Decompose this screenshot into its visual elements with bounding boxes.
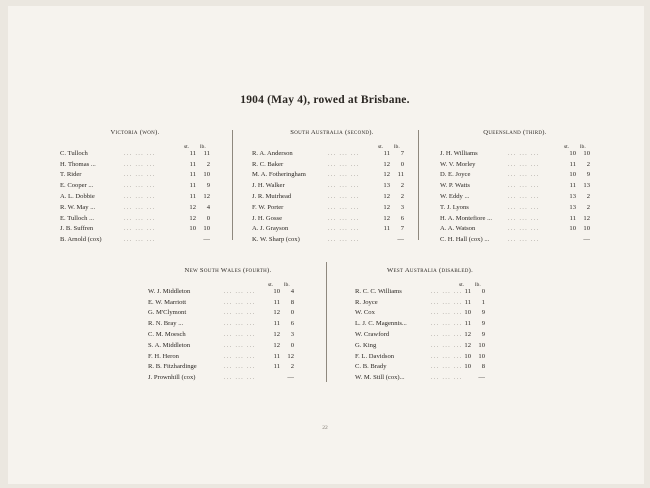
rower-name: R. Joyce — [355, 298, 378, 306]
weight-pound: 9 — [481, 330, 485, 338]
rower-row — [252, 224, 412, 235]
leader-dots: ... ... ... — [508, 237, 540, 244]
weight-pound: 0 — [290, 341, 294, 349]
weight-stone: 10 — [569, 171, 576, 179]
weight-pound: 2 — [400, 192, 404, 200]
stone-header: st. — [459, 281, 465, 288]
rower-row — [60, 160, 210, 171]
weight-header — [252, 139, 412, 149]
weight-stone: 11 — [464, 320, 471, 328]
leader-dots: ... ... ... — [224, 375, 256, 382]
rower-row — [440, 214, 590, 225]
weight-stone: 12 — [383, 214, 390, 222]
weight-pound: 4 — [290, 287, 294, 295]
rower-name: G. King — [355, 341, 377, 349]
rower-row — [355, 362, 505, 373]
weight-pound: 3 — [400, 203, 404, 211]
weight-pound: 11 — [397, 171, 404, 179]
crew-block — [148, 266, 308, 384]
rower-row — [148, 287, 308, 298]
leader-dots: ... ... ... — [431, 364, 463, 371]
weight-pound: 4 — [206, 203, 210, 211]
rower-row — [148, 308, 308, 319]
weight-pound: 2 — [206, 160, 210, 168]
weight-stone: 11 — [273, 320, 280, 328]
leader-dots: ... ... ... — [431, 353, 463, 360]
weight-stone: 11 — [189, 149, 196, 157]
leader-dots: ... ... ... — [328, 204, 360, 211]
leader-dots: ... ... ... — [224, 353, 256, 360]
page-number: 22 — [322, 425, 328, 431]
weight-stone: 11 — [189, 160, 196, 168]
weight-stone: 10 — [189, 225, 196, 233]
stone-header: st. — [184, 143, 190, 150]
weight-pound: 12 — [287, 352, 294, 360]
weight-pound: 2 — [290, 363, 294, 371]
column-divider — [326, 262, 327, 382]
rower-name: R. W. May ... — [60, 203, 96, 211]
rower-name: A. J. Grayson — [252, 225, 289, 233]
rower-name: T. J. Lyons — [440, 203, 469, 211]
rower-name: W. Cox — [355, 309, 375, 317]
rower-name: J. B. Suffren — [60, 225, 94, 233]
weight-stone: 12 — [189, 214, 196, 222]
rower-name: C. H. Hall (cox) ... — [440, 236, 490, 244]
rower-row — [440, 160, 590, 171]
leader-dots: ... ... ... — [328, 226, 360, 233]
rower-row — [252, 160, 412, 171]
rower-row — [355, 341, 505, 352]
weight-stone: 11 — [383, 225, 390, 233]
weight-stone: 10 — [569, 225, 576, 233]
weight-pound: 12 — [203, 192, 210, 200]
crew-name: West Australia (disabled). — [386, 267, 474, 274]
rower-name: G. M'Clymont — [148, 309, 187, 317]
weight-pound: — — [478, 374, 485, 382]
weight-pound: 10 — [203, 171, 210, 179]
column-divider — [418, 130, 419, 240]
stone-header: st. — [268, 281, 274, 288]
leader-dots: ... ... ... — [431, 288, 463, 295]
rower-row — [148, 330, 308, 341]
weight-stone: 12 — [383, 203, 390, 211]
weight-header — [440, 139, 590, 149]
column-divider — [232, 130, 233, 240]
weight-stone: 11 — [383, 149, 390, 157]
rower-name: R. N. Bray ... — [148, 320, 184, 328]
weight-pound: 10 — [583, 225, 590, 233]
leader-dots: ... ... ... — [508, 204, 540, 211]
leader-dots: ... ... ... — [508, 193, 540, 200]
weight-pound: — — [397, 236, 404, 244]
page-title: 1904 (May 4), rowed at Brisbane. — [240, 94, 410, 106]
rower-row — [148, 362, 308, 373]
weight-stone: 12 — [383, 171, 390, 179]
crew-block — [252, 128, 412, 246]
leader-dots: ... ... ... — [124, 215, 156, 222]
weight-stone: 12 — [189, 203, 196, 211]
rower-name: H. A. Montefiore ... — [440, 214, 493, 222]
leader-dots: ... ... ... — [124, 237, 156, 244]
rower-row — [355, 330, 505, 341]
rower-row — [60, 235, 210, 246]
rower-name: A. L. Dobbie — [60, 192, 95, 200]
weight-pound: 2 — [586, 203, 590, 211]
rower-row — [252, 235, 412, 246]
weight-stone: 12 — [464, 330, 471, 338]
weight-pound: 8 — [290, 298, 294, 306]
rower-name: J. H. Walker — [252, 182, 285, 190]
weight-pound: 6 — [400, 214, 404, 222]
crew-block — [440, 128, 590, 246]
leader-dots: ... ... ... — [328, 161, 360, 168]
leader-dots: ... ... ... — [508, 226, 540, 233]
rower-row — [440, 203, 590, 214]
rower-row — [60, 224, 210, 235]
weight-pound: 11 — [203, 149, 210, 157]
weight-pound: — — [203, 236, 210, 244]
weight-pound: 2 — [586, 160, 590, 168]
weight-stone: 12 — [383, 192, 390, 200]
rower-name: W. Crawford — [355, 330, 390, 338]
weight-stone: 11 — [569, 182, 576, 190]
rower-name: J. Prownhill (cox) — [148, 374, 196, 382]
rower-name: R. A. Anderson — [252, 149, 293, 157]
weight-pound: 3 — [290, 330, 294, 338]
pound-header: lb. — [200, 143, 206, 150]
rower-row — [60, 203, 210, 214]
weight-pound: 9 — [481, 320, 485, 328]
rower-row — [148, 373, 308, 384]
stone-header: st. — [564, 143, 570, 150]
rower-name: J. H. Gosse — [252, 214, 283, 222]
rower-row — [148, 319, 308, 330]
weight-pound: 0 — [290, 309, 294, 317]
leader-dots: ... ... ... — [431, 342, 463, 349]
rower-row — [252, 181, 412, 192]
weight-pound: 10 — [583, 149, 590, 157]
rower-name: W. P. Watts — [440, 182, 470, 190]
rower-name: K. W. Sharp (cox) — [252, 236, 300, 244]
rower-name: W. M. Still (cox)... — [355, 374, 405, 382]
leader-dots: ... ... ... — [431, 331, 463, 338]
weight-stone: 11 — [273, 363, 280, 371]
leader-dots: ... ... ... — [328, 193, 360, 200]
rower-name: J. H. Williams — [440, 149, 478, 157]
leader-dots: ... ... ... — [124, 161, 156, 168]
rower-row — [355, 287, 505, 298]
leader-dots: ... ... ... — [328, 215, 360, 222]
rower-name: R. C. C. Williams — [355, 287, 402, 295]
rower-row — [148, 352, 308, 363]
rower-name: H. Thomas ... — [60, 160, 96, 168]
weight-stone: 10 — [569, 149, 576, 157]
rower-name: L. J. C. Magennis... — [355, 320, 407, 328]
crew-name: Victoria (won). — [110, 129, 160, 136]
weight-pound: — — [287, 374, 294, 382]
rower-name: C. B. Brady — [355, 363, 387, 371]
weight-stone: 10 — [464, 309, 471, 317]
weight-header — [148, 277, 308, 287]
rower-row — [355, 373, 505, 384]
weight-stone: 11 — [273, 352, 280, 360]
rower-row — [440, 224, 590, 235]
weight-pound: 0 — [400, 160, 404, 168]
leader-dots: ... ... ... — [224, 331, 256, 338]
weight-stone: 12 — [273, 330, 280, 338]
rower-row — [60, 170, 210, 181]
weight-pound: 1 — [481, 298, 485, 306]
leader-dots: ... ... ... — [508, 215, 540, 222]
leader-dots: ... ... ... — [224, 342, 256, 349]
rower-row — [252, 203, 412, 214]
rower-name: S. A. Middleton — [148, 341, 191, 349]
leader-dots: ... ... ... — [124, 193, 156, 200]
leader-dots: ... ... ... — [224, 310, 256, 317]
weight-pound: 13 — [583, 182, 590, 190]
rower-name: F. H. Heron — [148, 352, 179, 360]
weight-stone: 11 — [464, 298, 471, 306]
leader-dots: ... ... ... — [508, 183, 540, 190]
rower-row — [355, 319, 505, 330]
rower-row — [252, 214, 412, 225]
weight-pound: 0 — [481, 287, 485, 295]
rower-name: C. M. Moesch — [148, 330, 186, 338]
weight-stone: 10 — [273, 287, 280, 295]
leader-dots: ... ... ... — [124, 150, 156, 157]
leader-dots: ... ... ... — [224, 299, 256, 306]
weight-pound: 2 — [586, 192, 590, 200]
rower-name: J. R. Muirhead — [252, 192, 292, 200]
leader-dots: ... ... ... — [431, 375, 463, 382]
leader-dots: ... ... ... — [431, 310, 463, 317]
weight-pound: 0 — [206, 214, 210, 222]
weight-pound: 10 — [478, 341, 485, 349]
leader-dots: ... ... ... — [328, 150, 360, 157]
weight-pound: 7 — [400, 225, 404, 233]
rower-row — [148, 341, 308, 352]
rower-name: E. Cooper ... — [60, 182, 94, 190]
rower-row — [252, 149, 412, 160]
leader-dots: ... ... ... — [124, 226, 156, 233]
rower-name: D. E. Joyce — [440, 171, 471, 179]
leader-dots: ... ... ... — [224, 321, 256, 328]
rower-row — [440, 181, 590, 192]
weight-stone: 12 — [273, 309, 280, 317]
crew-block — [60, 128, 210, 246]
weight-stone: 13 — [569, 203, 576, 211]
rower-row — [60, 214, 210, 225]
weight-pound: 8 — [481, 363, 485, 371]
rower-name: E. W. Marriott — [148, 298, 187, 306]
leader-dots: ... ... ... — [124, 183, 156, 190]
weight-stone: 11 — [569, 214, 576, 222]
rower-row — [60, 192, 210, 203]
rower-row — [252, 170, 412, 181]
rower-name: W. Eddy ... — [440, 192, 470, 200]
weight-stone: 12 — [273, 341, 280, 349]
leader-dots: ... ... ... — [431, 321, 463, 328]
rower-row — [355, 352, 505, 363]
rower-row — [60, 181, 210, 192]
weight-pound: 2 — [400, 182, 404, 190]
weight-pound: 9 — [206, 182, 210, 190]
weight-stone: 12 — [464, 341, 471, 349]
rower-row — [355, 298, 505, 309]
weight-stone: 10 — [464, 363, 471, 371]
rower-name: B. Arnold (cox) — [60, 236, 102, 244]
leader-dots: ... ... ... — [124, 172, 156, 179]
rower-row — [440, 235, 590, 246]
weight-stone: 12 — [383, 160, 390, 168]
rower-row — [355, 308, 505, 319]
weight-stone: 11 — [464, 287, 471, 295]
weight-header — [60, 139, 210, 149]
rower-row — [148, 298, 308, 309]
weight-pound: 7 — [400, 149, 404, 157]
rower-name: A. A. Watson — [440, 225, 476, 233]
rower-name: R. B. Fitzhardinge — [148, 363, 197, 371]
rower-name: W. J. Middleton — [148, 287, 191, 295]
leader-dots: ... ... ... — [431, 299, 463, 306]
weight-stone: 10 — [464, 352, 471, 360]
rower-name: F. L. Davidson — [355, 352, 395, 360]
rower-name: F. W. Porter — [252, 203, 284, 211]
weight-stone: 11 — [189, 171, 196, 179]
rower-name: W. V. Morley — [440, 160, 476, 168]
weight-stone: 11 — [189, 182, 196, 190]
weight-pound: 12 — [583, 214, 590, 222]
weight-pound: 6 — [290, 320, 294, 328]
weight-stone: 11 — [189, 192, 196, 200]
rower-name: M. A. Fotheringham — [252, 171, 306, 179]
rower-row — [440, 192, 590, 203]
leader-dots: ... ... ... — [508, 150, 540, 157]
weight-pound: 10 — [478, 352, 485, 360]
pound-header: lb. — [284, 281, 290, 288]
weight-pound: 10 — [203, 225, 210, 233]
leader-dots: ... ... ... — [508, 161, 540, 168]
crew-block — [355, 266, 505, 384]
weight-stone: 11 — [569, 160, 576, 168]
leader-dots: ... ... ... — [224, 364, 256, 371]
leader-dots: ... ... ... — [508, 172, 540, 179]
rower-name: T. Rider — [60, 171, 82, 179]
crew-name: Queensland (third). — [483, 129, 547, 136]
pound-header: lb. — [580, 143, 586, 150]
weight-stone: 13 — [383, 182, 390, 190]
rower-row — [60, 149, 210, 160]
weight-stone: 11 — [273, 298, 280, 306]
weight-pound: 9 — [586, 171, 590, 179]
leader-dots: ... ... ... — [328, 237, 360, 244]
pound-header: lb. — [394, 143, 400, 150]
rower-name: R. C. Baker — [252, 160, 284, 168]
weight-header — [355, 277, 505, 287]
rower-name: C. Tulloch — [60, 149, 88, 157]
stone-header: st. — [378, 143, 384, 150]
weight-pound: — — [583, 236, 590, 244]
crew-name: South Australia (second). — [290, 129, 374, 136]
rower-row — [252, 192, 412, 203]
rower-row — [440, 170, 590, 181]
weight-pound: 9 — [481, 309, 485, 317]
weight-stone: 13 — [569, 192, 576, 200]
pound-header: lb. — [475, 281, 481, 288]
leader-dots: ... ... ... — [224, 288, 256, 295]
crew-name: New South Wales (fourth). — [184, 267, 272, 274]
leader-dots: ... ... ... — [328, 183, 360, 190]
leader-dots: ... ... ... — [124, 204, 156, 211]
leader-dots: ... ... ... — [328, 172, 360, 179]
rower-row — [440, 149, 590, 160]
rower-name: E. Tulloch ... — [60, 214, 95, 222]
